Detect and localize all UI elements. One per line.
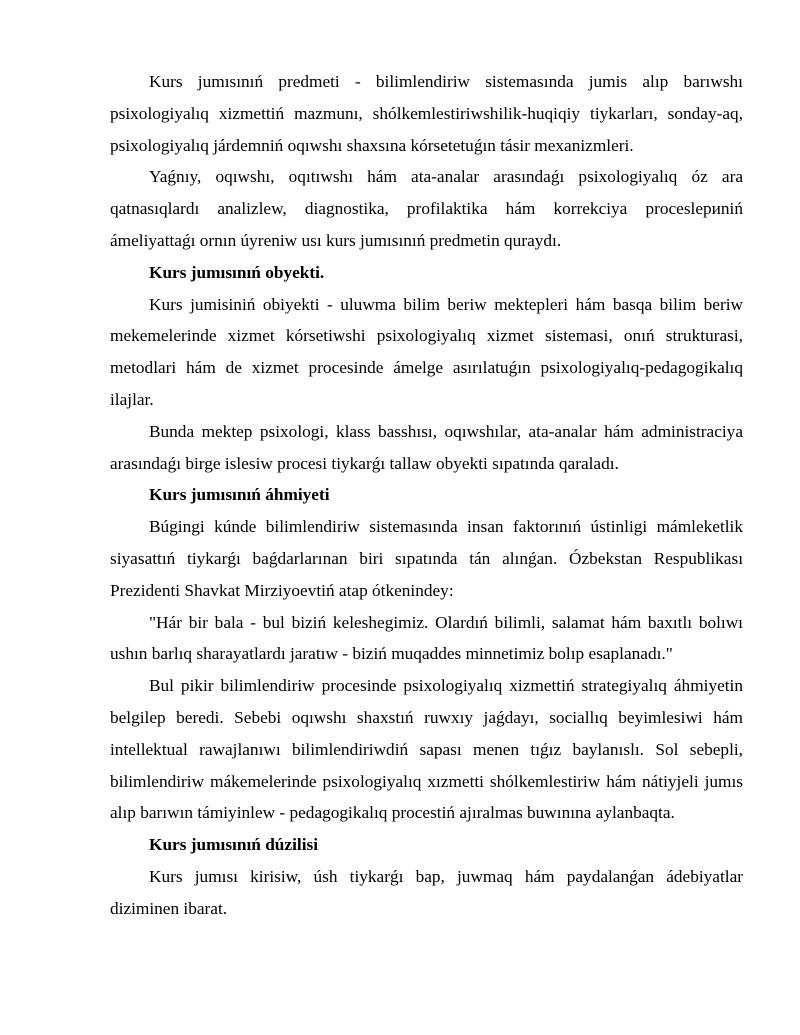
paragraph-object-detail: Bunda mektep psixologi, klass basshısı, oqıwshılar, ata-analar hám administraciya arasındaǵı birge islesiw procesi tiykarǵı tallaw obyekti sıpatında qaraladı.	[110, 421, 743, 473]
heading-structure: Kurs jumısınıń dúzilisi	[149, 835, 319, 855]
paragraph-subject: Kurs jumısınıń predmeti - bilimlendiriw sistemasında jumis alıp barıwshı psixologiyalıq xizmettiń mazmunı, shólkemlestiriwshilik-huqiqiy tiykarları, sonday-aq, psixologiyalıq járdemniń oqıwshı shaxsına kórsetetuǵın tásir mexanizmleri.	[110, 72, 743, 155]
paragraph-structure: Kurs jumısı kirisiw, úsh tiykarǵı bap, juwmaq hám paydalanǵan ádebiyatlar diziminen ibarat.	[110, 866, 743, 918]
document-page	[110, 66, 743, 925]
paragraph-quote: "Hár bir bala - bul biziń keleshegimiz. Olardıń bilimli, salamat hám baxıtlı bolıwı ushın barlıq sharayatlardı jaratıw - biziń muqaddes minnetimiz bolıp esaplanadı."	[110, 612, 743, 664]
paragraph-importance-detail: Bul pikir bilimlendiriw procesinde psixologiyalıq xizmettiń strategiyalıq áhmiyetin belgilep beredi. Sebebi oqıwshı shaxstıń ruwxıy jaǵdayı, sociallıq beyimlesiwi hám intellektual rawajlanıwı bilimlendiriwdiń sapası menen tıǵız baylanıslı. Sol sebepli, bilimlendiriw mákemelerinde psixologiyalıq xızmetti shólkemlestiriw hám nátiyjeli jumıs alıp barıwın támiyinlew - pedagogikalıq procestiń ajıralmas buwınına aylanbaqta.	[110, 676, 743, 823]
paragraph-subject-detail: Yaǵnıy, oqıwshı, oqıtıwshı hám ata-analar arasındaǵı psixologiyalıq óz ara qatnasıqlardı analizlew, diagnostika, profilaktika hám korrekciya proceslериniń ámeliyattaǵı ornın úyreniw usı kurs jumısınıń predmetin quraydı.	[110, 167, 743, 250]
heading-importance: Kurs jumısınıń áhmiyeti	[149, 485, 330, 505]
paragraph-importance: Búgingi kúnde bilimlendiriw sistemasında insan faktorınıń ústinligi mámleketlik siyasattıń tiykarǵı baǵdarlarınan biri sıpatında tán alınǵan. Ózbekstan Respublikası Prezidenti Shavkat Mirziyoevtiń atap ótkenindey:	[110, 517, 743, 600]
heading-object: Kurs jumısınıń obyekti.	[149, 262, 325, 282]
paragraph-object: Kurs jumisiniń obiyekti - uluwma bilim beriw mektepleri hám basqa bilim beriw mekemelerinde xizmet kórsetiwshi psixologiyalıq xizmet sistemasi, onıń strukturasi, metodlari hám de xizmet procesinde ámelge asırılatuǵın psixologiyalıq-pedagogikalıq ilajlar.	[110, 294, 743, 409]
